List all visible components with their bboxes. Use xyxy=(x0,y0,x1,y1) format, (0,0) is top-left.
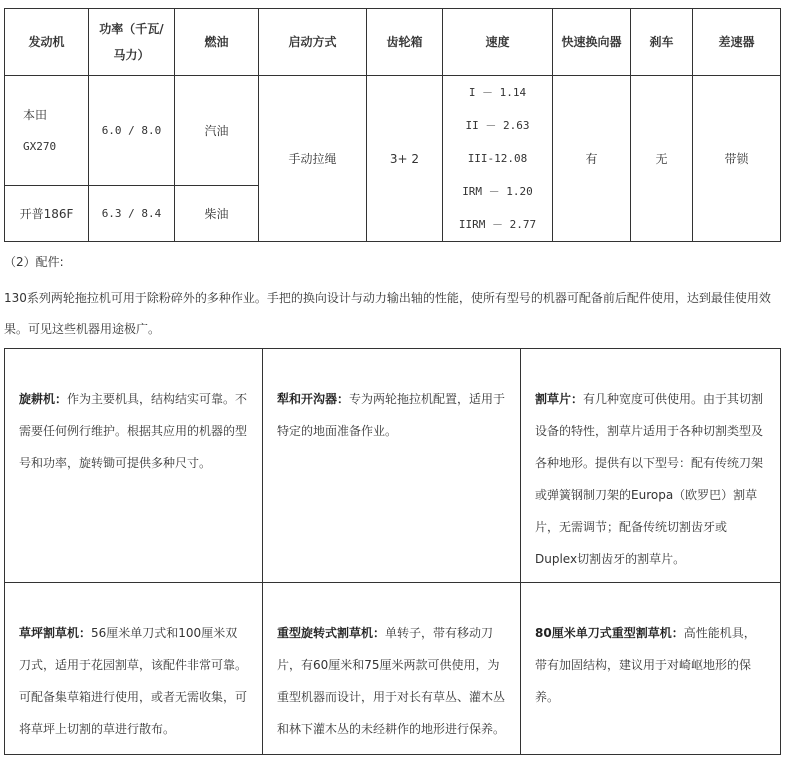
header-fuel: 燃油 xyxy=(175,9,259,76)
accessories-table xyxy=(4,348,781,755)
header-reverser: 快速换向器 xyxy=(553,9,631,76)
accessories-row xyxy=(5,349,781,583)
accessory-cell xyxy=(521,349,781,583)
speed-cell xyxy=(443,76,553,242)
engine-cell: 开普186F xyxy=(5,186,89,242)
accessories-row xyxy=(5,583,781,755)
engine-cell xyxy=(5,76,89,186)
start-method-cell: 手动拉绳 xyxy=(259,76,367,242)
accessory-cell xyxy=(5,583,263,755)
accessory-cell xyxy=(5,349,263,583)
header-brake: 刹车 xyxy=(631,9,693,76)
spec-row-honda xyxy=(5,76,781,186)
header-speed: 速度 xyxy=(443,9,553,76)
speed-item: IIRM － 2.77 xyxy=(458,218,537,231)
intro-line-1: 130系列两轮拖拉机可用于除粉碎外的多种作业。手把的换向设计与动力输出轴的性能，使所有型号的机器可配备前后配件使用，达到最佳使用效 xyxy=(4,291,771,305)
fuel-cell: 柴油 xyxy=(175,186,259,242)
engine-model: GX270 xyxy=(23,139,57,153)
accessory-name: 草坪割草机： xyxy=(19,626,92,640)
spec-table xyxy=(4,8,781,242)
accessory-desc: 专为两轮拖拉机配置，适用于特定的地面准备作业。 xyxy=(277,392,506,438)
accessory-desc: 作为主要机具，结构结实可靠。不需要任何例行维护。根据其应用的机器的型号和功率，旋转锄可提供多种尺寸。 xyxy=(19,392,248,470)
intro-line-2: 果。可见这些机器用途极广。 xyxy=(4,322,161,336)
accessory-name: 80厘米单刀式重型割草机： xyxy=(535,626,684,640)
accessory-desc: 单转子，带有移动刀片，有60厘米和75厘米两款可供使用，为重型机器而设计，用于对长有草丛、灌木丛和林下灌木丛的未经耕作的地形进行保养。 xyxy=(277,626,506,736)
power-cell: 6.0 / 8.0 xyxy=(89,76,175,186)
differential-cell: 带锁 xyxy=(693,76,781,242)
section-title: （2）配件: xyxy=(4,255,64,269)
speed-item: IRM － 1.20 xyxy=(462,185,533,198)
accessory-cell xyxy=(521,583,781,755)
engine-brand: 本田 xyxy=(23,107,48,122)
brake-cell: 无 xyxy=(631,76,693,242)
spec-header-row xyxy=(5,9,781,76)
fuel-cell: 汽油 xyxy=(175,76,259,186)
header-differential: 差速器 xyxy=(693,9,781,76)
power-cell: 6.3 / 8.4 xyxy=(89,186,175,242)
accessory-desc: 高性能机具，带有加固结构，建议用于对崎岖地形的保养。 xyxy=(535,626,756,704)
speed-item: III-12.08 xyxy=(467,152,528,165)
accessory-name: 旋耕机： xyxy=(19,392,68,406)
accessory-name: 重型旋转式割草机： xyxy=(277,626,386,640)
accessory-cell xyxy=(263,583,521,755)
accessory-name: 割草片： xyxy=(535,392,584,406)
speed-item: II － 2.63 xyxy=(465,119,530,132)
accessory-desc: 有几种宽度可供使用。由于其切割设备的特性，割草片适用于各种切割类型及各种地形。提供有以下型号：配有传统刀架或弹簧钢制刀架的Europa（欧罗巴）割草片，无需调节；配备传统切割齿牙或Duplex切割齿牙的割草片。 xyxy=(535,392,764,566)
header-start-method: 启动方式 xyxy=(259,9,367,76)
gearbox-cell: 3+ 2 xyxy=(367,76,443,242)
reverser-cell: 有 xyxy=(553,76,631,242)
header-engine: 发动机 xyxy=(5,9,89,76)
speed-item: I － 1.14 xyxy=(468,86,527,99)
header-power: 功率（千瓦/马力） xyxy=(89,9,175,76)
accessory-cell xyxy=(263,349,521,583)
accessory-desc: 56厘米单刀式和100厘米双刀式，适用于花园割草，该配件非常可靠。可配备集草箱进行使用，或者无需收集，可将草坪上切割的草进行散布。 xyxy=(19,626,248,736)
header-gearbox: 齿轮箱 xyxy=(367,9,443,76)
accessory-name: 犁和开沟器： xyxy=(277,392,350,406)
speed-list xyxy=(443,76,552,241)
